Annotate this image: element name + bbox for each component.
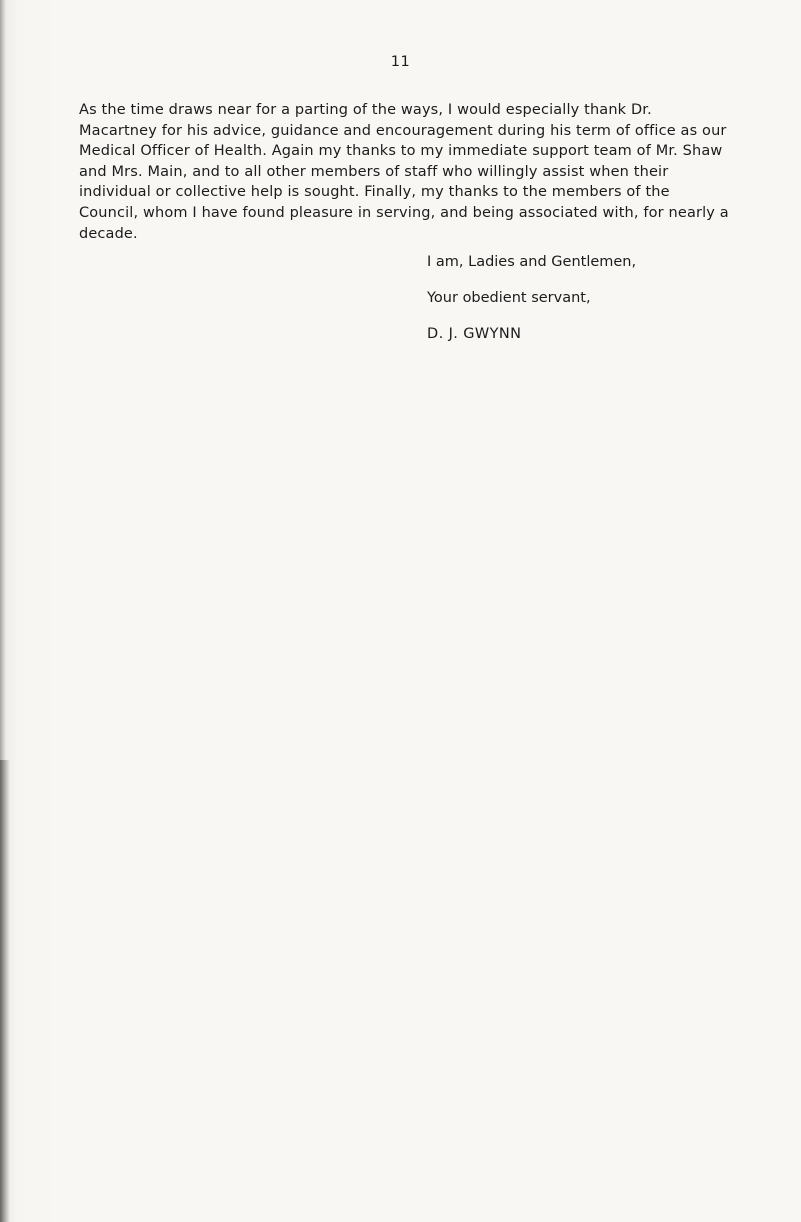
letter-body-paragraph: As the time draws near for a parting of the ways, I would especially thank Dr. Macartney for his advice, guidance and encouragement during his term of office as our Medical Officer of Health. Again my thanks to my immediate support team of Mr. Shaw and Mrs. Main, and to all other members of staff who willingly assist when their individual or collective help is sought. Finally, my thanks to the members of the Council, whom I have found pleasure in serving, and being associated with, for nearly a decade. (79, 102, 729, 242)
letter-salutation: I am, Ladies and Gentlemen, (427, 254, 637, 270)
page-number: 11 (390, 54, 411, 70)
letter-valediction: Your obedient servant, (427, 290, 591, 306)
letter-signature: D. J. GWYNN (427, 326, 522, 342)
binding-edge-shadow-lower (0, 760, 10, 1222)
